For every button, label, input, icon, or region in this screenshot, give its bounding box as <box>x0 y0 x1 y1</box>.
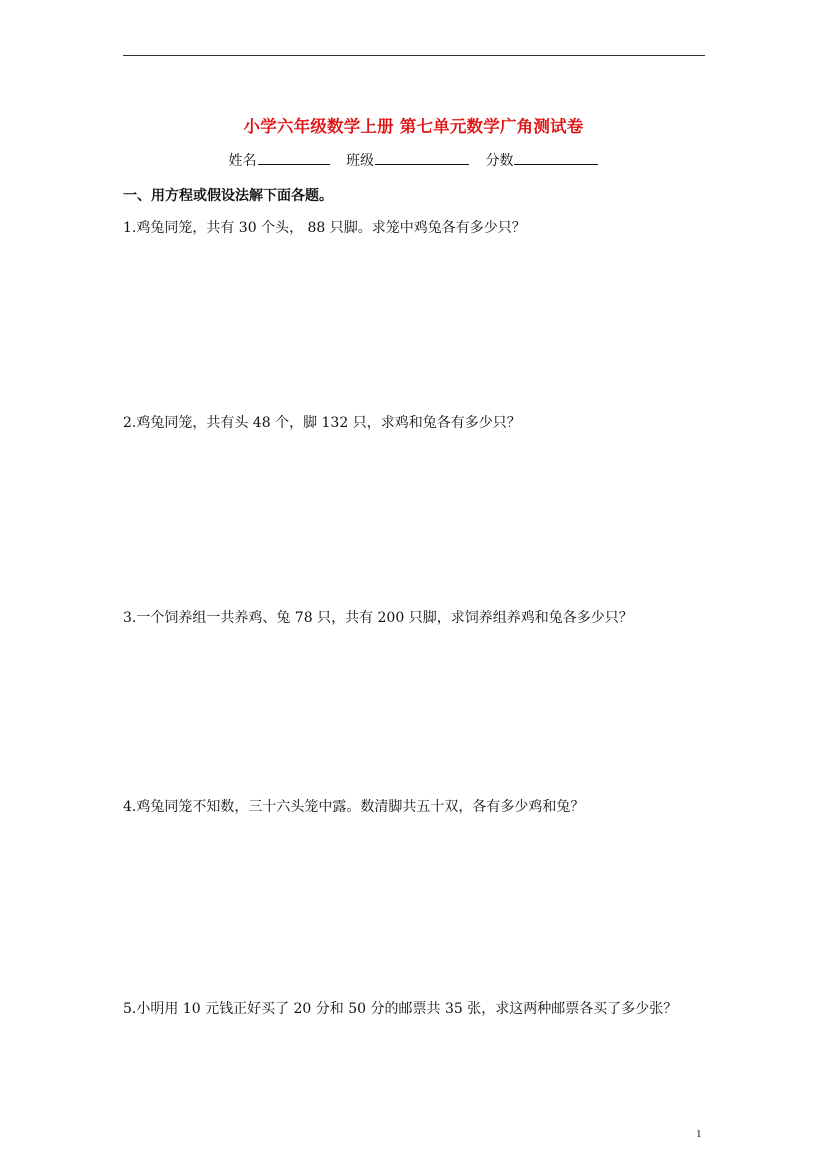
page-number: 1 <box>696 1128 702 1140</box>
class-field <box>346 150 469 170</box>
name-label: 姓名 <box>228 153 257 169</box>
score-field <box>485 150 598 170</box>
question-4: 4.鸡兔同笼不知数，三十六头笼中露。数清脚共五十双，各有多少鸡和兔？ <box>123 799 585 815</box>
question-2: 2.鸡兔同笼，共有头 48 个，脚 132 只，求鸡和兔各有多少只？ <box>123 415 521 431</box>
header-rule <box>123 55 705 56</box>
name-blank[interactable] <box>258 150 330 165</box>
question-5: 5.小明用 10 元钱正好买了 20 分和 50 分的邮票共 35 张，求这两种邮票各买了多少张？ <box>123 1001 678 1017</box>
score-blank[interactable] <box>514 150 598 165</box>
class-blank[interactable] <box>375 150 469 165</box>
score-label: 分数 <box>485 153 514 169</box>
question-3: 3.一个饲养组一共养鸡、兔 78 只，共有 200 只脚，求饲养组养鸡和兔各多少只？ <box>123 610 633 626</box>
section-heading: 一、用方程或假设法解下面各题。 <box>123 188 333 204</box>
student-info-line <box>0 150 827 170</box>
name-field <box>229 150 330 170</box>
question-1: 1.鸡兔同笼，共有 30 个头， 88 只脚。求笼中鸡兔各有多少只？ <box>123 220 526 236</box>
page-title: 小学六年级数学上册 第七单元数学广角测试卷 <box>243 117 584 136</box>
class-label: 班级 <box>346 153 374 169</box>
